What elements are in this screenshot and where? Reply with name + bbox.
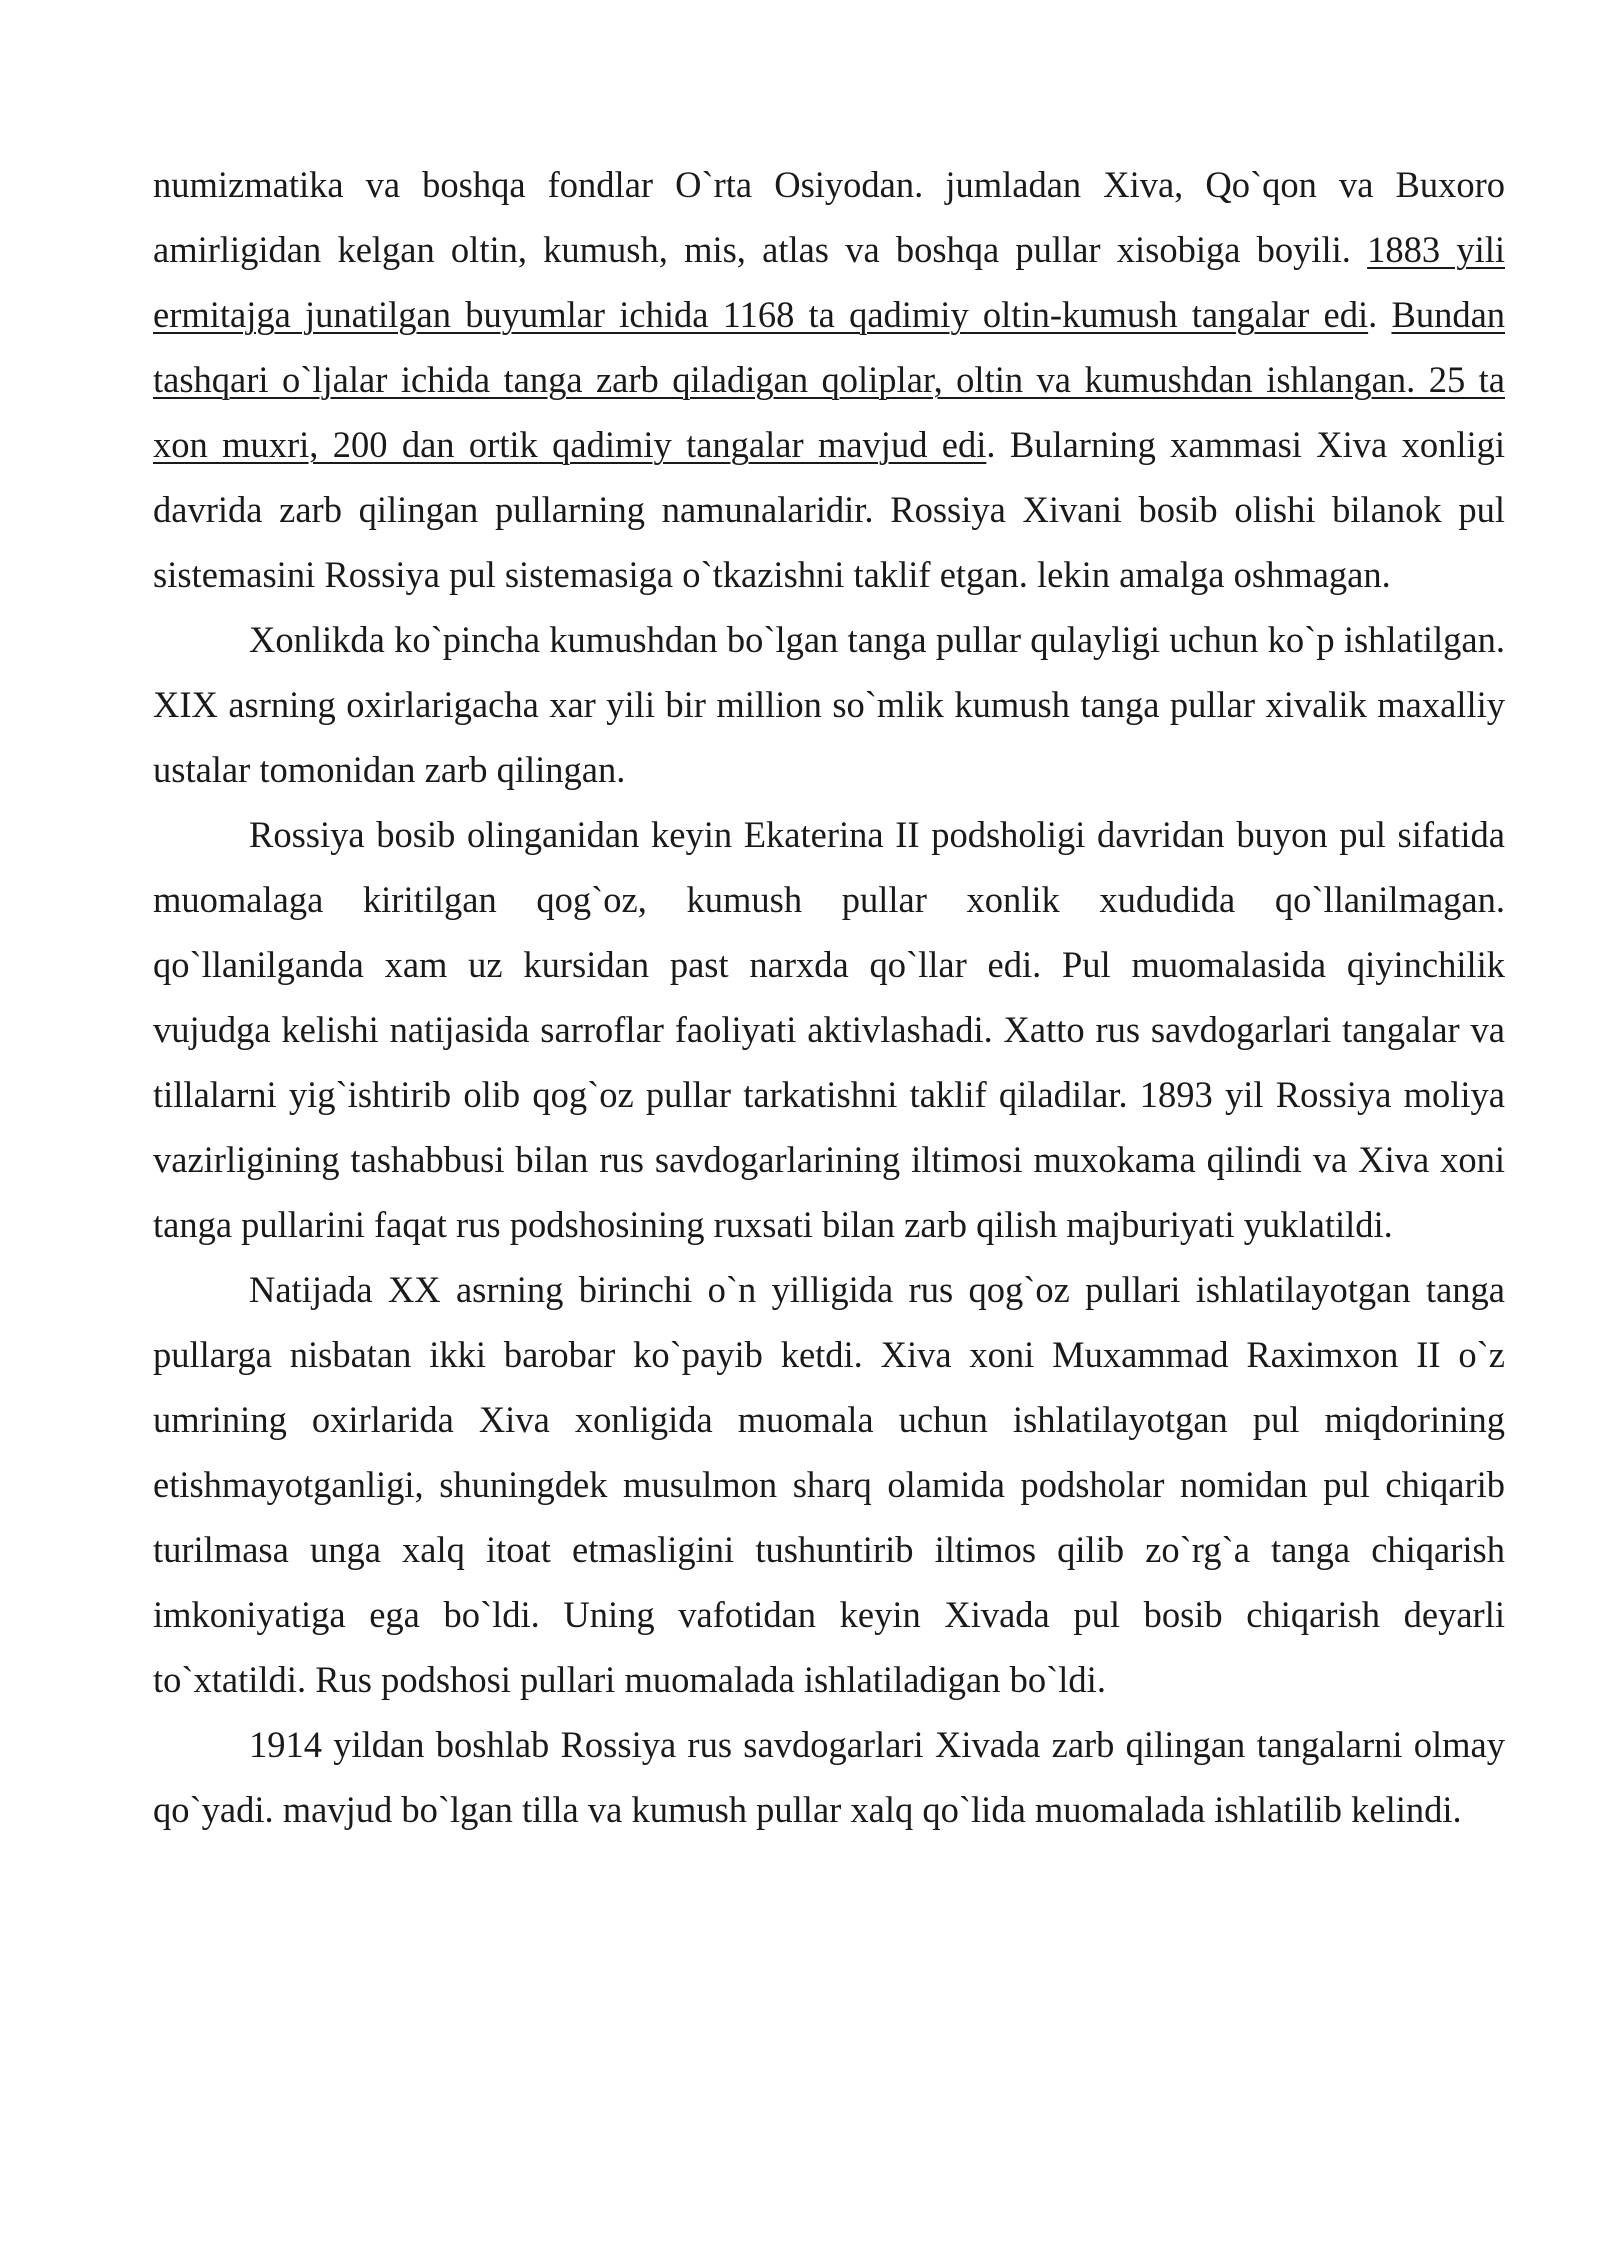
underlined-text-run: Bundan tashqari o`ljalar ichida tanga zarb qiladigan qoliplar, oltin va kumushdan ishlangan. 25 ta xon muxri, 200 dan ortik qadimiy tangalar mavjud edi [153, 294, 1506, 465]
text-run: 1914 yildan boshlab Rossiya rus savdogarlari Xivada zarb qilingan tangalarni olmay qo`yadi. mavjud bo`lgan tilla va kumush pullar xalq qo`lida muomalada ishlatilib kelindi. [153, 1724, 1505, 1830]
text-run: Xonlikda ko`pincha kumushdan bo`lgan tanga pullar qulayligi uchun ko`p ishlatilgan. XIX asrning oxirlarigacha xar yili bir million so`mlik kumush tanga pullar xivalik maxalliy ustalar tomonidan zarb qilingan. [153, 619, 1505, 790]
paragraph-5 [153, 1712, 1505, 1842]
text-run: Natijada XX asrning birinchi o`n yilligida rus qog`oz pullari ishlatilayotgan tanga pullarga nisbatan ikki barobar ko`payib ketdi. Xiva xoni Muxammad Raximxon II o`z umrining oxirlarida Xiva xonligida muomala uchun ishlatilayotgan pul miqdorining etishmayotganligi, shuningdek musulmon sharq olamida podsholar nomidan pul chiqarib turilmasa unga xalq itoat etmasligini tushuntirib iltimos qilib zo`rg`a tanga chiqarish imkoniyatiga ega bo`ldi. Uning vafotidan keyin Xivada pul bosib chiqarish deyarli to`xtatildi. Rus podshosi pullari muomalada ishlatiladigan bo`ldi. [153, 1269, 1505, 1700]
paragraph-3 [153, 802, 1505, 1257]
text-run: . Bularning xammasi Xiva xonligi davrida zarb qilingan pullarning namunalaridir. Rossiya Xivani bosib olishi bilanok pul sistemasini Rossiya pul sistemasiga o`tkazishni taklif etgan. lekin amalga oshmagan. [153, 424, 1505, 595]
paragraph-1 [153, 152, 1505, 607]
text-run: numizmatika va boshqa fondlar O`rta Osiyodan. jumladan Xiva, Qo`qon va Buxoro amirligidan kelgan oltin, kumush, mis, atlas va boshqa pullar xisobiga boyili. [153, 164, 1505, 270]
paragraph-2 [153, 607, 1505, 802]
text-run: Rossiya bosib olinganidan keyin Ekaterina II podsholigi davridan buyon pul sifatida muomalaga kiritilgan qog`oz, kumush pullar xonlik xududida qo`llanilmagan. qo`llanilganda xam uz kursidan past narxda qo`llar edi. Pul muomalasida qiyinchilik vujudga kelishi natijasida sarroflar faoliyati aktivlashadi. Xatto rus savdogarlari tangalar va tillalarni yig`ishtirib olib qog`oz pullar tarkatishni taklif qiladilar. 1893 yil Rossiya moliya vazirligining tashabbusi bilan rus savdogarlarining iltimosi muxokama qilindi va Xiva xoni tanga pullarini faqat rus podshosining ruxsati bilan zarb qilish majburiyati yuklatildi. [153, 814, 1505, 1245]
text-run: . [1368, 294, 1392, 335]
underlined-text-run: 1883 yili ermitajga junatilgan buyumlar ichida 1168 ta qadimiy oltin-kumush tangalar edi [153, 229, 1505, 335]
document-page [153, 152, 1505, 1842]
paragraph-4 [153, 1257, 1505, 1712]
